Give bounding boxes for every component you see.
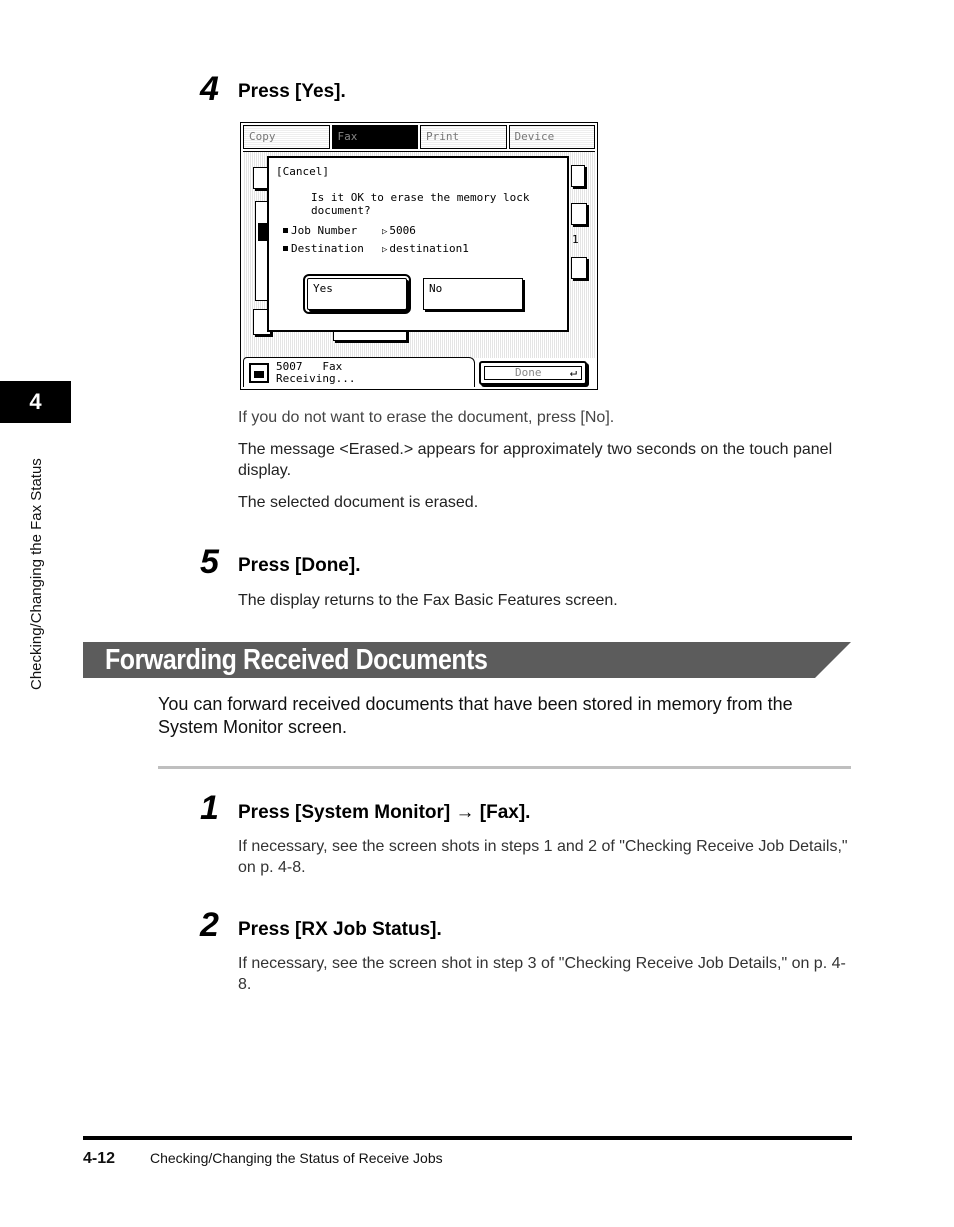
yes-button-label: Yes [313, 282, 333, 295]
note-text: If you do not want to erase the document, press [No]. [238, 409, 615, 426]
dialog-message: Is it OK to erase the memory lock [311, 191, 530, 204]
tab-copy[interactable]: Copy [243, 125, 330, 149]
done-button-label: Done [515, 366, 542, 379]
section-title: Forwarding Received Documents [105, 644, 488, 676]
fax-job-icon [249, 363, 269, 383]
return-arrow-icon: ↵ [569, 365, 577, 379]
page-number: 4-12 [83, 1150, 116, 1167]
scroll-up-button [571, 203, 587, 225]
destination-label: Destination [291, 242, 364, 255]
no-button-label: No [429, 282, 443, 295]
step-number: 2 [200, 906, 219, 944]
step-number: 5 [200, 543, 219, 581]
step-number: 4 [200, 70, 219, 108]
done-button[interactable] [479, 361, 587, 385]
page-indicator: 1 [572, 233, 579, 246]
section-heading [83, 642, 851, 678]
bullet-icon [283, 228, 288, 233]
job-number-value-row [382, 224, 416, 239]
step-title: Press [System Monitor] → [Fax]. [238, 802, 531, 823]
footer-rule [83, 1136, 852, 1140]
step-title: Press [Yes]. [238, 81, 346, 102]
dialog-title: [Cancel] [276, 165, 329, 178]
step-number: 1 [200, 789, 219, 827]
cancel-dialog [267, 156, 569, 332]
divider [158, 766, 851, 769]
triangle-right-icon: ▷ [382, 245, 388, 255]
note-text: The message <Erased.> appears for approximately two seconds on the touch panel display. [238, 441, 833, 479]
tab-print[interactable]: Print [420, 125, 507, 149]
yes-button[interactable] [307, 278, 407, 310]
touch-panel-screenshot [240, 122, 598, 390]
status-line-1: 5007 Fax [276, 360, 343, 373]
job-number-row [283, 224, 357, 237]
job-number-value: 5006 [389, 224, 416, 237]
destination-value: destination1 [389, 242, 469, 255]
status-text [276, 361, 355, 385]
job-status-area [243, 357, 475, 387]
tab-fax[interactable]: Fax [332, 125, 419, 149]
note-text: The display returns to the Fax Basic Features screen. [238, 592, 618, 609]
chapter-side-title: Checking/Changing the Fax Status [28, 458, 45, 690]
no-button[interactable] [423, 278, 523, 310]
background-button [571, 165, 585, 187]
destination-value-row [382, 242, 469, 257]
note-text: The selected document is erased. [238, 494, 479, 511]
triangle-right-icon: ▷ [382, 227, 388, 237]
tab-device[interactable]: Device [509, 125, 596, 149]
destination-row [283, 242, 364, 255]
status-line-2: Receiving... [276, 372, 356, 385]
note-text: If necessary, see the screen shots in steps 1 and 2 of "Checking Receive Job Details," on p. 4-8. [238, 838, 848, 876]
step-title: Press [Done]. [238, 555, 361, 576]
scroll-down-button [571, 257, 587, 279]
dialog-message: document? [311, 204, 371, 217]
job-number-label: Job Number [291, 224, 358, 237]
step-title: Press [RX Job Status]. [238, 919, 442, 940]
footer-title: Checking/Changing the Status of Receive Jobs [150, 1150, 443, 1166]
bullet-icon [283, 246, 288, 251]
section-intro: You can forward received documents that have been stored in memory from the System Monitor screen. [158, 694, 793, 737]
mode-tabs [243, 125, 595, 151]
note-text: If necessary, see the screen shot in step 3 of "Checking Receive Job Details," on p. 4-8. [238, 955, 846, 993]
chapter-tab: 4 [0, 381, 71, 423]
